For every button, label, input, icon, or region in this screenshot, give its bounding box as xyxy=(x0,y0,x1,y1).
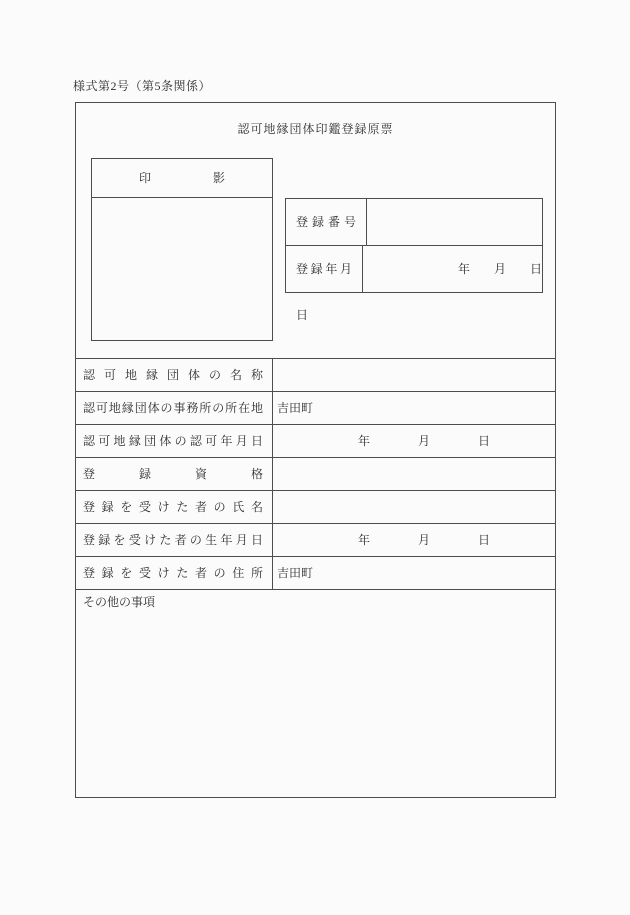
registration-info-table xyxy=(285,198,543,322)
seal-imprint-area xyxy=(92,198,272,340)
registrant-birthdate-label: 登録を受けた者の生年月日 xyxy=(76,524,273,556)
registration-date-label: 登録年月日 xyxy=(286,246,363,292)
detail-row-organization-name xyxy=(76,358,555,391)
office-address-label: 認可地縁団体の事務所の所在地 xyxy=(76,392,273,424)
seal-imprint-box xyxy=(91,158,273,341)
registration-date-row xyxy=(286,245,542,322)
registration-number-row xyxy=(286,199,542,245)
registrant-name-label: 登録を受けた者の氏名 xyxy=(76,491,273,523)
registration-number-label: 登録番号 xyxy=(286,199,367,245)
registrant-birthdate-value: 年 月 日 xyxy=(358,533,491,547)
detail-row-registrant-birthdate xyxy=(76,523,555,556)
registrant-address-value: 吉田町 xyxy=(277,566,314,580)
registrant-address-label: 登録を受けた者の住所 xyxy=(76,557,273,589)
other-items-section xyxy=(76,589,555,797)
other-items-label: その他の事項 xyxy=(83,595,156,609)
registration-number-value xyxy=(367,199,542,245)
approval-date-value: 年 月 日 xyxy=(358,434,491,448)
registration-qualification-label: 登録資格 xyxy=(76,458,273,490)
detail-row-approval-date xyxy=(76,424,555,457)
form-outer-border xyxy=(75,102,556,798)
organization-name-value xyxy=(273,359,555,391)
detail-row-registrant-address xyxy=(76,556,555,589)
approval-date-label: 認可地縁団体の認可年月日 xyxy=(76,425,273,457)
form-number-caption: 様式第2号（第5条関係） xyxy=(73,79,212,93)
detail-table xyxy=(76,358,555,797)
registration-qualification-value xyxy=(273,458,555,490)
detail-row-registrant-name xyxy=(76,490,555,523)
registrant-name-value xyxy=(273,491,555,523)
detail-row-office-address xyxy=(76,391,555,424)
form-title: 認可地縁団体印鑑登録原票 xyxy=(237,122,394,136)
organization-name-label: 認可地縁団体の名称 xyxy=(76,359,273,391)
office-address-value: 吉田町 xyxy=(277,401,314,415)
seal-imprint-label: 印影 xyxy=(92,159,272,198)
registration-date-value: 年 月 日 xyxy=(457,262,542,276)
detail-row-registration-qualification xyxy=(76,457,555,490)
